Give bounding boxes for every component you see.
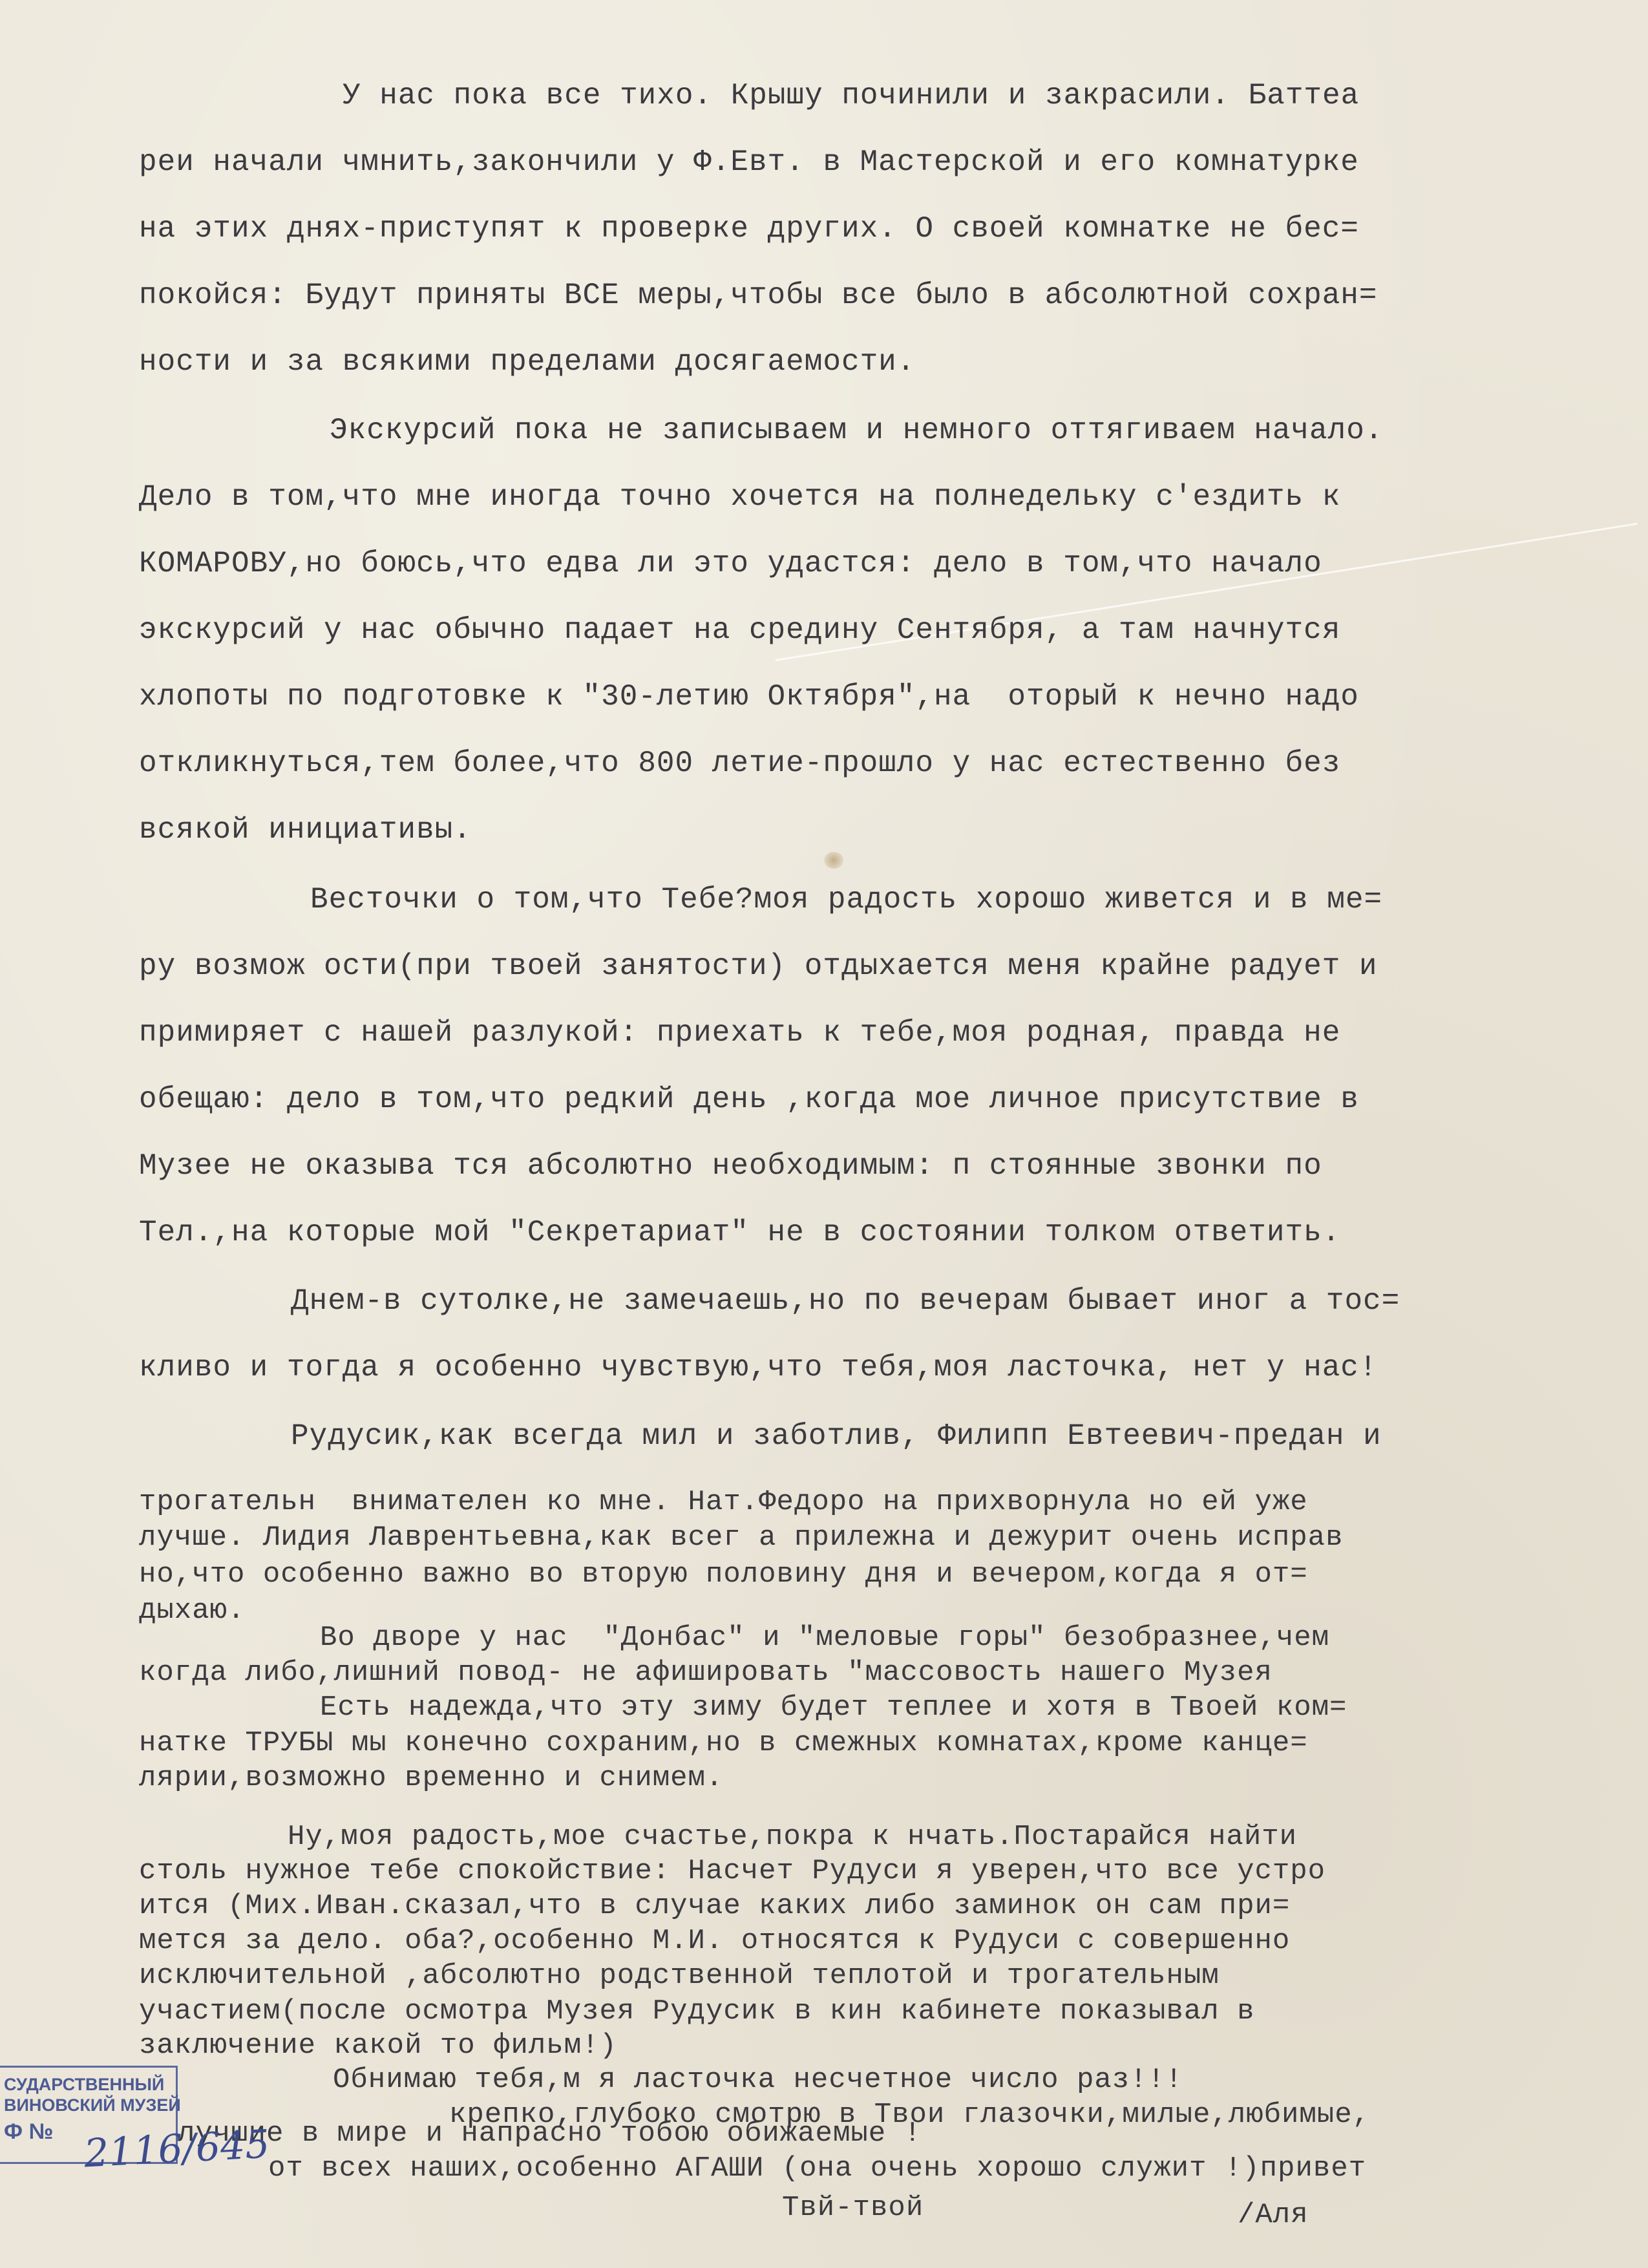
- letter-line: Весточки о том,что Тебе?моя радость хорошо живется и в ме=: [310, 883, 1383, 917]
- signature: /Аля: [1238, 2199, 1309, 2231]
- letter-line: реи начали чмнить,закончили у Ф.Евт. в Мастерской и его комнатурке: [139, 145, 1359, 179]
- letter-line: крепко,глубоко смотрю в Твои глазочки,милые,любимые,: [449, 2099, 1371, 2131]
- letter-line: исключительной ,абсолютно родственной теплотой и трогательным: [139, 1960, 1220, 1992]
- paper-stain: [824, 852, 843, 869]
- letter-line: Есть надежда,что эту зиму будет теплее и хотя в Твоей ком=: [320, 1691, 1347, 1724]
- letter-line: всякой инициативы.: [139, 813, 472, 847]
- letter-line: Дело в том,что мне иногда точно хочется на полнедельку с'ездить к: [139, 480, 1341, 514]
- letter-line: лучше. Лидия Лаврентьевна,как всег а прилежна и дежурит очень исправ: [139, 1521, 1344, 1554]
- letter-line: Экскурсий пока не записываем и немного оттягиваем начало.: [330, 414, 1384, 447]
- stamp-line-1: СУДАРСТВЕННЫЙ: [4, 2075, 165, 2094]
- letter-line: примиряет с нашей разлукой: приехать к тебе,моя родная, правда не: [139, 1016, 1341, 1050]
- letter-line: мется за дело. оба?,особенно М.И. относятся к Рудуси с совершенно: [139, 1925, 1291, 1957]
- letter-line: на этих днях-приступят к проверке других. О своей комнатке не бес=: [139, 212, 1359, 246]
- letter-line: Ну,моя радость,мое счастье,покра к нчать.Постарайся найти: [288, 1821, 1298, 1853]
- letter-line: обещаю: дело в том,что редкий день ,когда мое личное присутствие в: [139, 1083, 1359, 1116]
- stamp-inventory-number: 2116/645: [83, 2121, 271, 2177]
- letter-line: но,что особенно важно во вторую половину дня и вечером,когда я от=: [139, 1558, 1308, 1591]
- letter-line: Днем-в сутолке,не замечаешь,но по вечерам бывает иног а тос=: [291, 1284, 1400, 1318]
- letter-line: трогательн внимателен ко мне. Нат.Федоро на прихворнула но ей уже: [139, 1486, 1308, 1518]
- letter-line: лучшие в мире и напрасно тобою обижаемые !: [178, 2117, 922, 2150]
- letter-line: У нас пока все тихо. Крышу починили и закрасили. Баттеа: [343, 79, 1360, 112]
- letter-line: столь нужное тебе спокойствие: Насчет Рудуси я уверен,что все устро: [139, 1855, 1326, 1887]
- letter-line: дыхаю.: [139, 1595, 246, 1627]
- letter-line: лярии,возможно временно и снимем.: [139, 1762, 724, 1794]
- letter-line: Твй-твой: [782, 2192, 924, 2224]
- letter-line: Тел.,на которые мой "Секретариат" не в состоянии толком ответить.: [139, 1216, 1341, 1249]
- letter-line: Во дворе у нас "Донбас" и "меловые горы" безобразнее,чем: [320, 1622, 1330, 1654]
- letter-line: ится (Мих.Иван.сказал,что в случае каких либо заминок он сам при=: [139, 1890, 1291, 1922]
- letter-line: заключение какой то фильм!): [139, 2030, 617, 2062]
- letter-line: экскурсий у нас обычно падает на средину Сентября, а там начнутся: [139, 613, 1341, 647]
- letter-line: когда либо,лишний повод- не афишировать "массовость нашего Музея: [139, 1657, 1273, 1689]
- stamp-line-2: ВИНОВСКИЙ МУЗЕЙ: [4, 2095, 181, 2115]
- letter-line: натке ТРУБЫ мы конечно сохраним,но в смежных комнатах,кроме канце=: [139, 1727, 1308, 1759]
- letter-line: участием(после осмотра Музея Рудусик в кин кабинете показывал в: [139, 1995, 1255, 2028]
- letter-line: хлопоты по подготовке к "30-летию Октября",на оторый к нечно надо: [139, 680, 1359, 714]
- stamp-prefix: Ф №: [4, 2119, 54, 2144]
- letter-line: Музее не оказыва тся абсолютно необходимым: п стоянные звонки по: [139, 1149, 1322, 1183]
- letter-line: кливо и тогда я особенно чувствую,что тебя,моя ласточка, нет у нас!: [139, 1351, 1378, 1384]
- letter-line: ру возмож ости(при твоей занятости) отдыхается меня крайне радует и: [139, 949, 1378, 983]
- letter-line: покойся: Будут приняты ВСЕ меры,чтобы все было в абсолютной сохран=: [139, 279, 1378, 312]
- letter-line: Рудусик,как всегда мил и заботлив, Филипп Евтеевич-предан и: [291, 1419, 1382, 1453]
- letter-line: откликнуться,тем более,что 800 летие-прошло у нас естественно без: [139, 747, 1341, 780]
- letter-line: от всех наших,особенно АГАШИ (она очень хорошо служит !)привет: [268, 2152, 1367, 2185]
- letter-line: КОМАРОВУ,но боюсь,что едва ли это удастся: дело в том,что начало: [139, 547, 1322, 580]
- letter-line: Обнимаю тебя,м я ласточка несчетное число раз!!!: [333, 2064, 1183, 2096]
- letter-line: ности и за всякими пределами досягаемости.: [139, 345, 916, 379]
